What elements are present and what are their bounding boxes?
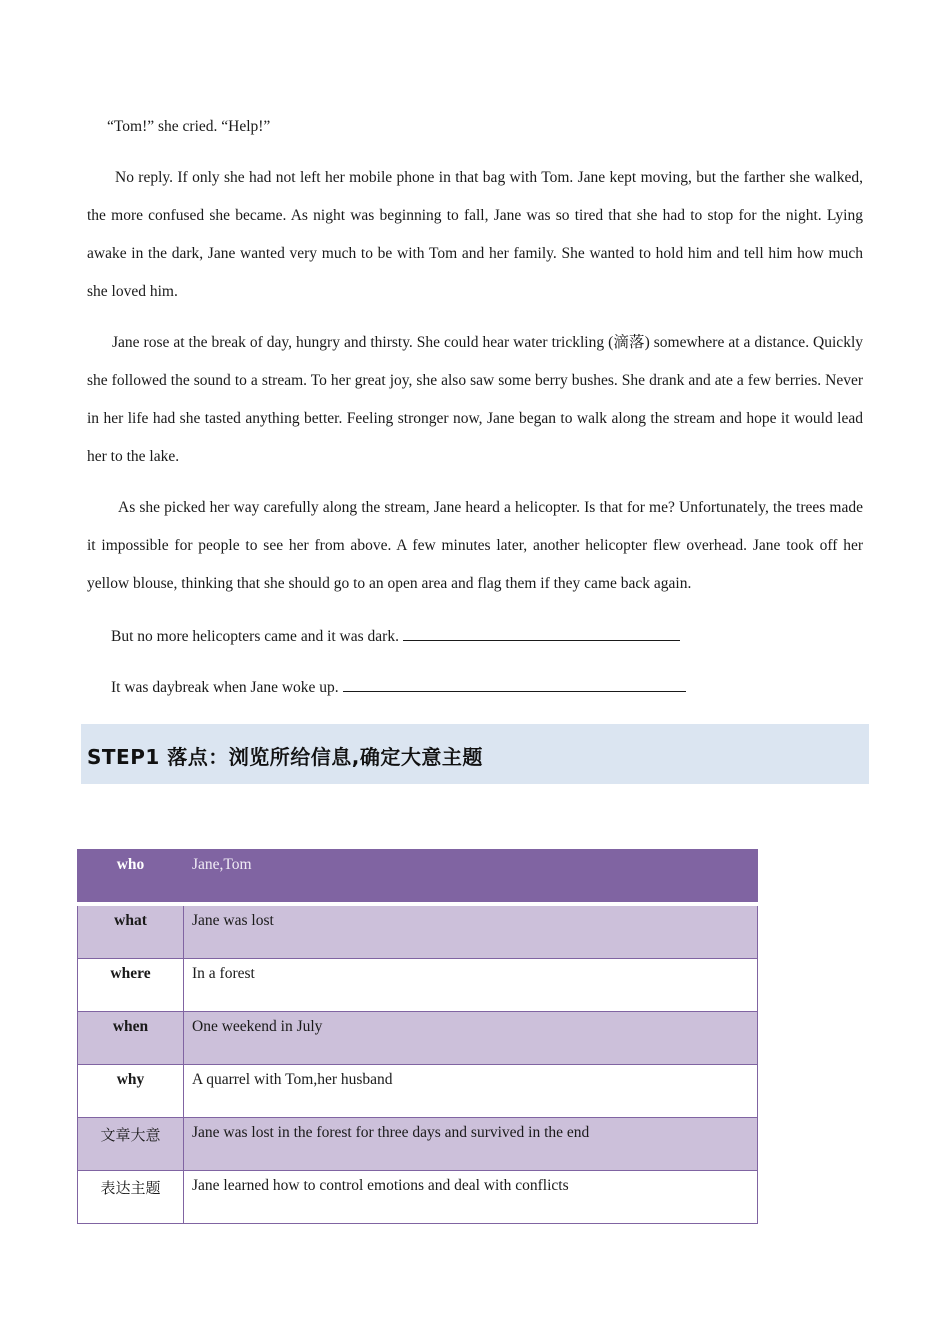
passage-paragraph-daybreak: Jane rose at the break of day, hungry and thirsty. She could hear water trickling (滴落) somewhere at a distance. Quickly she followed the sound to a stream. To her great joy, she also saw some berry bushes. She drank and ate a few berries. Never in her life had she tasted anything better. Feeling stronger now, Jane began to walk along the stream and hope it would lead her to the lake. xyxy=(87,334,863,465)
row-key-what: what xyxy=(78,904,184,959)
row-value-where: In a forest xyxy=(184,959,758,1012)
row-value-who: Jane,Tom xyxy=(184,850,758,905)
row-key-why: why xyxy=(78,1065,184,1118)
continuation-line-2 xyxy=(111,677,686,697)
story-elements-table xyxy=(77,849,758,1224)
row-key-theme: 表达主题 xyxy=(78,1171,184,1224)
table-row xyxy=(78,1118,758,1171)
row-value-theme: Jane learned how to control emotions and deal with conflicts xyxy=(184,1171,758,1224)
passage-paragraph-no-reply: No reply. If only she had not left her mobile phone in that bag with Tom. Jane kept moving, but the farther she walked, the more confused she became. As night was beginning to fall, Jane was so tired that she had to stop for the night. Lying awake in the dark, Jane wanted very much to be with Tom and her family. She wanted to hold him and tell him how much she loved him. xyxy=(87,169,863,300)
table-row xyxy=(78,959,758,1012)
row-key-who: who xyxy=(78,850,184,905)
continuation-line-1 xyxy=(111,626,680,646)
row-key-where: where xyxy=(78,959,184,1012)
table-row xyxy=(78,1065,758,1118)
table-row xyxy=(78,1171,758,1224)
row-value-what: Jane was lost xyxy=(184,904,758,959)
passage-paragraph-helicopter: As she picked her way carefully along the stream, Jane heard a helicopter. Is that for me? Unfortunately, the trees made it impossible for people to see her from above. A few minutes later, another helicopter flew overhead. Jane took off her yellow blouse, thinking that she should go to an open area and flag them if they came back again. xyxy=(87,499,863,592)
row-value-why: A quarrel with Tom,her husband xyxy=(184,1065,758,1118)
table-row xyxy=(78,850,758,905)
row-key-main-idea: 文章大意 xyxy=(78,1118,184,1171)
row-key-when: when xyxy=(78,1012,184,1065)
answer-blank-1[interactable] xyxy=(403,626,680,641)
row-value-when: One weekend in July xyxy=(184,1012,758,1065)
table-row xyxy=(78,1012,758,1065)
passage-line-cry: “Tom!” she cried. “Help!” xyxy=(107,118,271,135)
step-heading-bar xyxy=(81,724,869,784)
row-value-main-idea: Jane was lost in the forest for three days and survived in the end xyxy=(184,1118,758,1171)
continuation-prompt-2: It was daybreak when Jane woke up. xyxy=(111,679,339,696)
table-row xyxy=(78,904,758,959)
step-heading-title: STEP1 落点：浏览所给信息,确定大意主题 xyxy=(87,745,483,769)
continuation-prompt-1: But no more helicopters came and it was dark. xyxy=(111,628,399,645)
answer-blank-2[interactable] xyxy=(343,677,686,692)
